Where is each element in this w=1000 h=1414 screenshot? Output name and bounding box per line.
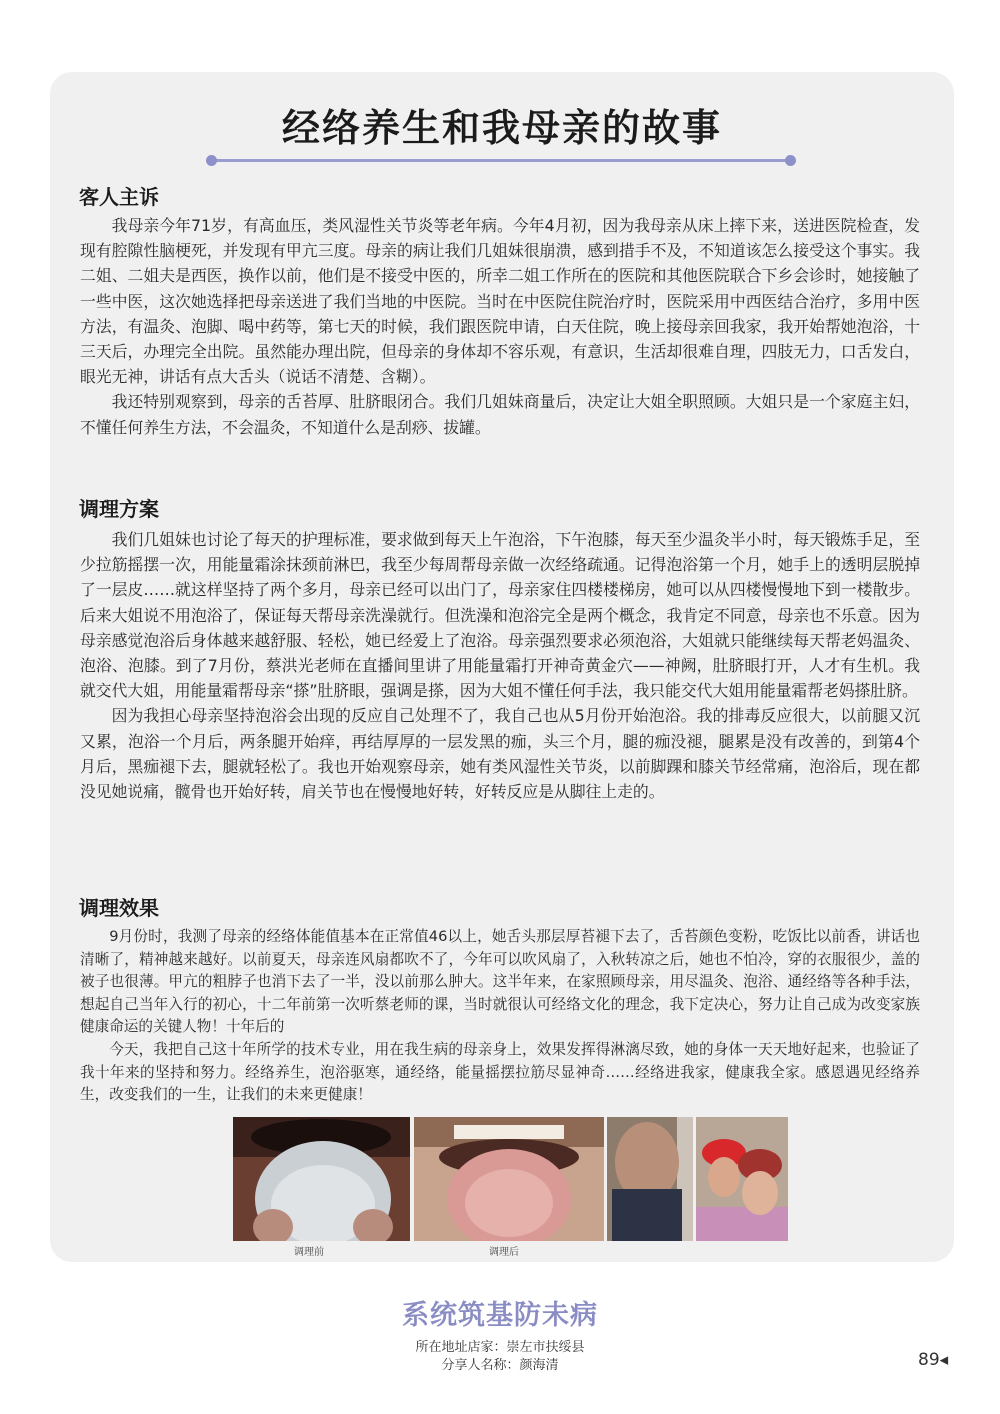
page-title: 经络养生和我母亲的故事 [281,106,722,150]
caption-after: 调理后 [489,1247,519,1258]
photo-tongue-before [233,1117,410,1241]
paragraph: 我还特别观察到，母亲的舌苔厚、肚脐眼闭合。我们几姐妹商量后，决定让大姐全职照顾。大姐只是一个家庭主妇，不懂任何养生方法，不会温灸，不知道什么是刮痧、拔罐。 [80,392,920,437]
section-body-complaint [80,213,920,440]
section-heading-effect: 调理效果 [79,896,159,920]
footer-address: 所在地址店家：崇左市扶绥县 [415,1340,585,1355]
paragraph: 我们几姐妹也讨论了每天的护理标准，要求做到每天上午泡浴，下午泡膝，每天至少温灸半小时，每天锻炼手足，至少拉筋摇摆一次，用能量霜涂抹颈前淋巴，我至少每周帮母亲做一次经络疏通。记得泡浴第一个月，她手上的透明层脱掉了一层皮……就这样坚持了两个多月，母亲已经可以出门了，母亲家住四楼楼梯房，她可以从四楼慢慢地下到一楼散步。后来大姐说不用泡浴了，保证每天帮母亲洗澡就行。但洗澡和泡浴完全是两个概念，我肯定不同意，母亲也不乐意。因为母亲感觉泡浴后身体越来越舒服、轻松，她已经爱上了泡浴。母亲强烈要求必须泡浴，大姐就只能继续每天帮老妈温灸、泡浴、泡膝。到了7月份，蔡洪光老师在直播间里讲了用能量霜打开神奇黄金穴——神阙，肚脐眼打开，人才有生机。我就交代大姐，用能量霜帮母亲“搽”肚脐眼，强调是搽，因为大姐不懂任何手法，我只能交代大姐用能量霜帮老妈搽肚脐。 [80,530,920,701]
footer-slogan: 系统筑基防未病 [402,1300,598,1331]
page-number: 89◂ [918,1350,949,1370]
section-body-effect [80,926,920,1107]
divider-dot-right [785,155,796,166]
title-divider [210,159,792,162]
section-body-plan [80,527,920,804]
footer-sharer: 分享人名称：颜海清 [441,1358,559,1373]
paragraph: 因为我担心母亲坚持泡浴会出现的反应自己处理不了，我自己也从5月份开始泡浴。我的排毒反应很大，以前腿又沉又累，泡浴一个月后，两条腿开始痒，再结厚厚的一层发黑的痂，头三个月，腿的痂没褪，腿累是没有改善的，到第4个月后，黑痂褪下去，腿就轻松了。我也开始观察母亲，她有类风湿性关节炎，以前脚踝和膝关节经常痛，泡浴后，现在都没见她说痛，髋骨也开始好转，肩关节也在慢慢地好转，好转反应是从脚往上走的。 [80,706,920,802]
photo-back [607,1117,693,1241]
photo-tongue-after [414,1117,604,1241]
section-heading-complaint: 客人主诉 [79,185,159,209]
paragraph: 今天，我把自己这十年所学的技术专业，用在我生病的母亲身上，效果发挥得淋漓尽致，她的身体一天天地好起来，也验证了我十年来的坚持和努力。经络养生，泡浴驱寒，通经络，能量摇摆拉筋尽显神奇……经络进我家，健康我全家。感恩遇见经络养生，改变我们的一生，让我们的未来更健康！ [80,1040,920,1104]
divider-dot-left [206,155,217,166]
paragraph: 9月份时，我测了母亲的经络体能值基本在正常值46以上，她舌头那层厚苔褪下去了，舌苔颜色变粉，吃饭比以前香，讲话也清晰了，精神越来越好。以前夏天，母亲连风扇都吹不了，今年可以吹风扇了，入秋转凉之后，她也不怕冷，穿的衣服很少，盖的被子也很薄。甲亢的粗脖子也消下去了一半，没以前那么肿大。这半年来，在家照顾母亲，用尽温灸、泡浴、通经络等各种手法，想起自己当年入行的初心，十二年前第一次听蔡老师的课，当时就很认可经络文化的理念，我下定决心，努力让自己成为改变家族健康命运的关键人物！十年后的 [80,928,920,1036]
paragraph: 我母亲今年71岁，有高血压，类风湿性关节炎等老年病。今年4月初，因为我母亲从床上摔下来，送进医院检查，发现有腔隙性脑梗死，并发现有甲亢三度。母亲的病让我们几姐妹很崩溃，感到措手不及，不知道该怎么接受这个事实。我二姐、二姐夫是西医，换作以前，他们是不接受中医的，所幸二姐工作所在的医院和其他医院联合下乡会诊时，她接触了一些中医，这次她选择把母亲送进了我们当地的中医院。当时在中医院住院治疗时，医院采用中西医结合治疗，多用中医方法，有温灸、泡脚、喝中药等，第七天的时候，我们跟医院申请，白天住院，晚上接母亲回我家，我开始帮她泡浴，十三天后，办理完全出院。虽然能办理出院，但母亲的身体却不容乐观，有意识，生活却很难自理，四肢无力，口舌发白，眼光无神，讲话有点大舌头（说话不清楚、含糊）。 [80,216,920,387]
caption-before: 调理前 [294,1247,324,1258]
photo-mother-selfie [696,1117,788,1241]
section-heading-plan: 调理方案 [79,497,159,521]
